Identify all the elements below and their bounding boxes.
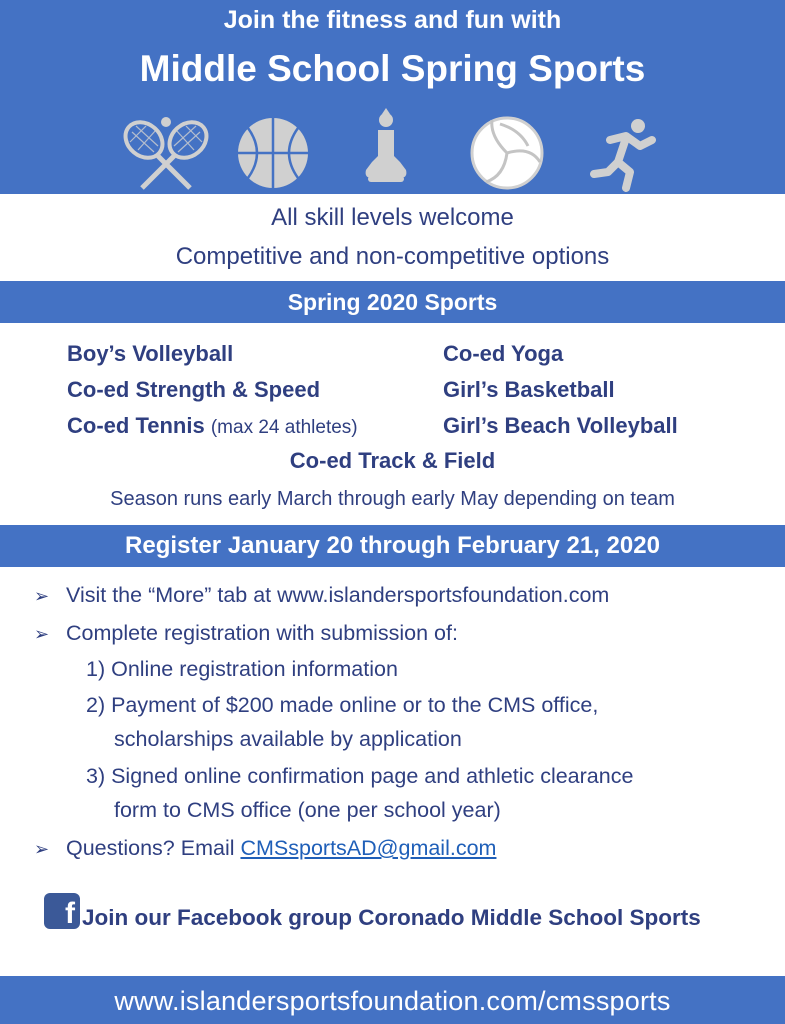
sport-capacity-note: (max 24 athletes) xyxy=(210,417,358,438)
questions-text: Questions? Email xyxy=(66,836,241,860)
sport-name: Co-ed Tennis xyxy=(67,413,205,438)
header-banner xyxy=(0,0,785,194)
sport-name: Girl’s Beach Volleyball xyxy=(443,413,678,438)
intro-line-skill-levels: All skill levels welcome xyxy=(271,204,514,231)
sport-name: Co-ed Track & Field xyxy=(289,448,496,473)
sports-section-heading: Spring 2020 Sports xyxy=(0,281,785,323)
arrow-bullet-icon: ➢ xyxy=(34,586,50,606)
sport-item xyxy=(67,377,320,403)
step-item: 2) Payment of $200 made online or to the CMS office, xyxy=(86,693,599,717)
bullet-text: Complete registration with submission of: xyxy=(66,621,458,645)
list-item xyxy=(34,836,496,861)
sport-name: Co-ed Strength & Speed xyxy=(67,377,321,402)
step-item-continued: form to CMS office (one per school year) xyxy=(114,798,501,822)
sport-item xyxy=(67,341,233,367)
step-item: 1) Online registration information xyxy=(86,657,398,681)
facebook-group-text: Join our Facebook group Coronado Middle School Sports xyxy=(82,905,701,930)
runner-icon xyxy=(590,116,664,192)
email-link[interactable]: CMSsportsAD@gmail.com xyxy=(240,836,497,860)
intro-line-options: Competitive and non-competitive options xyxy=(175,243,610,270)
sport-name: Girl’s Basketball xyxy=(443,377,615,402)
step-item-continued: scholarships available by application xyxy=(114,727,462,751)
footer-url[interactable]: www.islandersportsfoundation.com/cmssports xyxy=(0,976,785,1024)
tennis-rackets-icon xyxy=(116,114,216,192)
list-item xyxy=(34,583,609,608)
sport-item xyxy=(443,377,615,403)
list-item xyxy=(34,621,458,646)
page-title: Middle School Spring Sports xyxy=(139,48,646,89)
volleyball-icon xyxy=(470,116,544,190)
sport-item xyxy=(443,341,563,367)
yoga-pose-icon xyxy=(356,108,416,184)
sport-name: Boy’s Volleyball xyxy=(67,341,234,366)
season-note: Season runs early March through early May depending on team xyxy=(110,488,675,510)
arrow-bullet-icon: ➢ xyxy=(34,839,50,859)
sport-item xyxy=(443,413,678,439)
facebook-icon[interactable]: f xyxy=(44,893,80,929)
bullet-text: Visit the “More” tab at www.islandersportsfoundation.com xyxy=(66,583,610,607)
sport-name: Co-ed Yoga xyxy=(443,341,564,366)
arrow-bullet-icon: ➢ xyxy=(34,624,50,644)
sport-item-centered xyxy=(0,448,785,474)
header-tagline: Join the fitness and fun with xyxy=(223,6,562,34)
basketball-icon xyxy=(236,116,310,190)
registration-heading: Register January 20 through February 21, 2020 xyxy=(0,525,785,567)
step-item: 3) Signed online confirmation page and athletic clearance xyxy=(86,764,634,788)
sport-item xyxy=(67,413,358,439)
